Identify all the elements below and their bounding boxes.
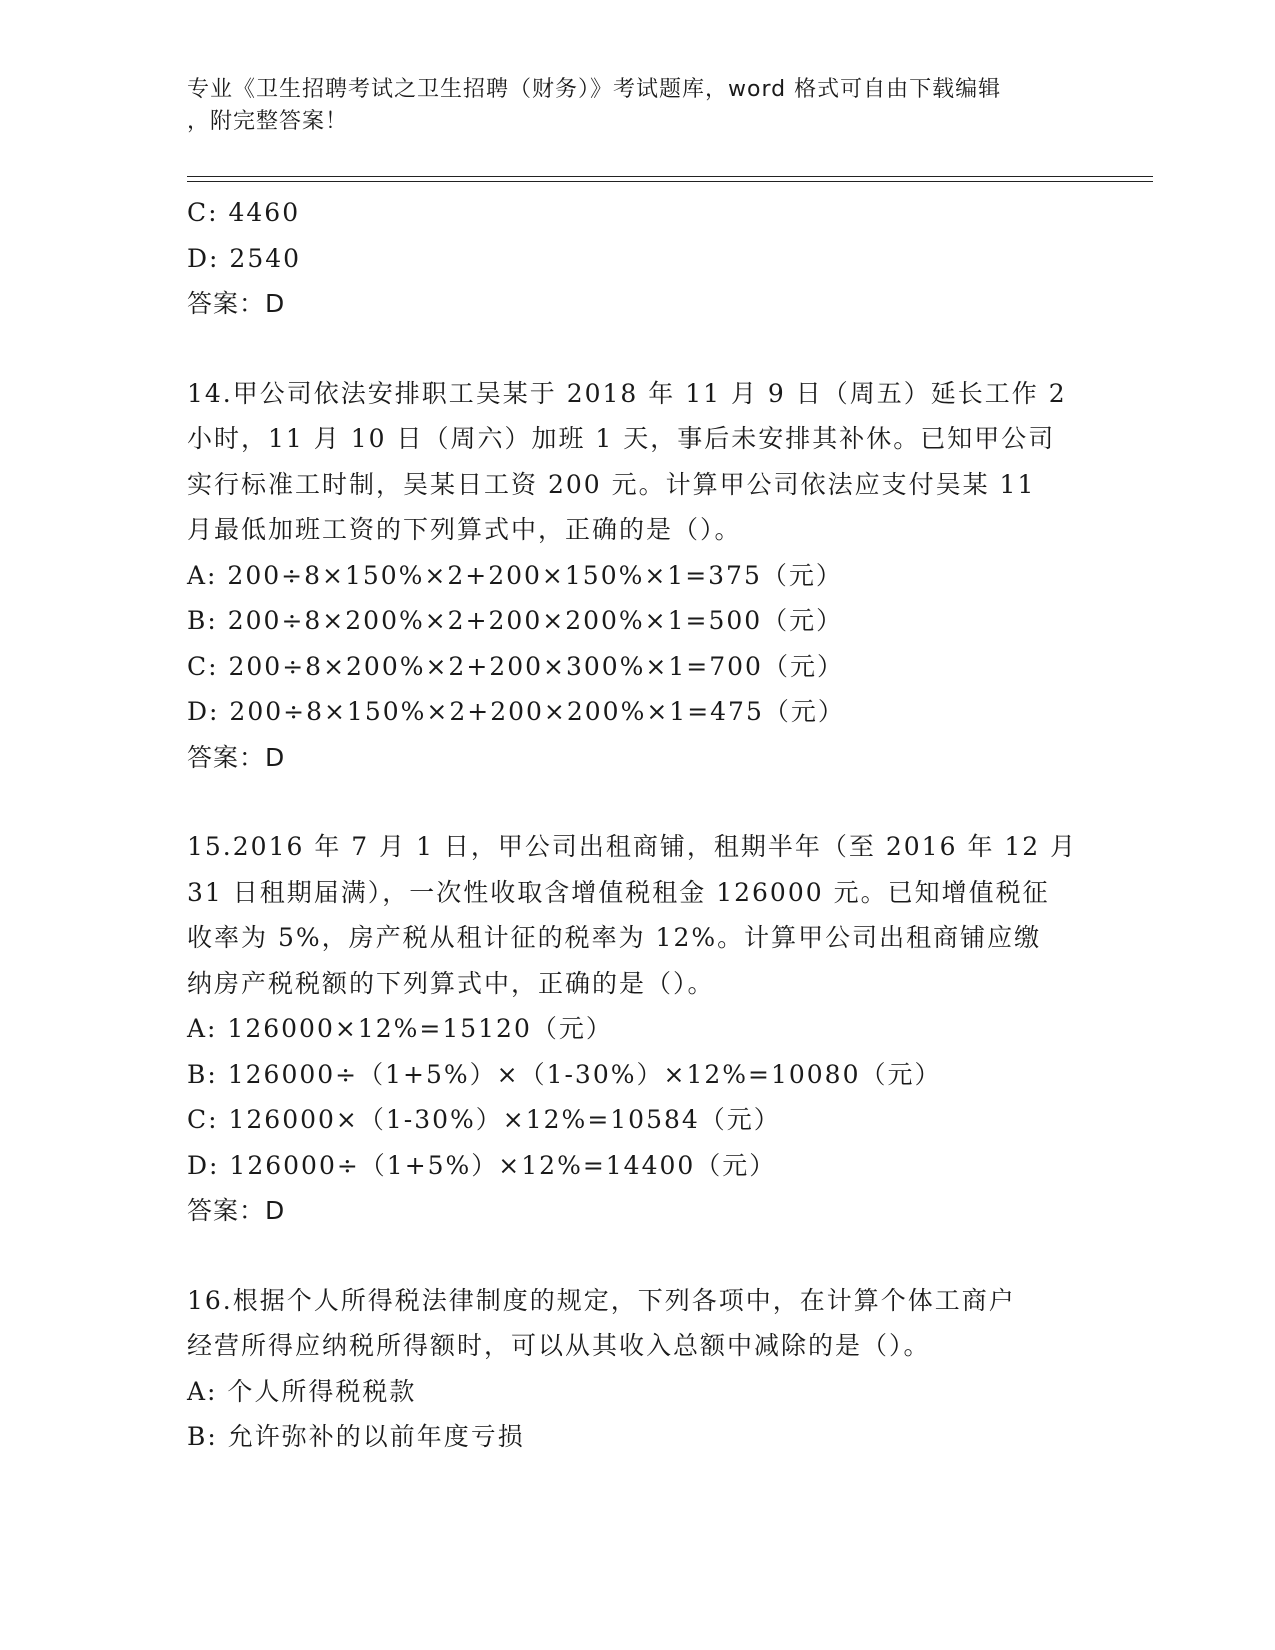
question-stem-line: 小时，11 月 10 日（周六）加班 1 天，事后未安排其补休。已知甲公司 xyxy=(187,424,1056,453)
header-divider-bottom xyxy=(187,181,1153,182)
header-line-1: 专业《卫生招聘考试之卫生招聘（财务）》考试题库，word 格式可自由下载编辑 xyxy=(187,77,1002,102)
option-c: C: 126000×（1-30%）×12%=10584（元） xyxy=(187,1105,781,1134)
question-stem-line: 月最低加班工资的下列算式中，正确的是（）。 xyxy=(187,515,742,544)
question-stem-line: 16.根据个人所得税法律制度的规定，下列各项中，在计算个体工商户 xyxy=(187,1285,1016,1315)
option-a: A: 200÷8×150%×2+200×150%×1=375（元） xyxy=(187,560,843,590)
option-a: A: 126000×12%=15120（元） xyxy=(187,1014,613,1043)
header-line-2: ，附完整答案！ xyxy=(187,109,349,134)
option-d: D: 126000÷（1+5%）×12%=14400（元） xyxy=(187,1150,777,1180)
question-stem-line: 经营所得应纳税所得额时，可以从其收入总额中减除的是（）。 xyxy=(187,1331,931,1360)
question-stem-line: 14.甲公司依法安排职工吴某于 2018 年 11 月 9 日（周五）延长工作 2 xyxy=(187,378,1067,408)
question-15 xyxy=(187,824,1087,1234)
answer: 答案：D xyxy=(187,1196,286,1225)
answer: 答案：D xyxy=(187,289,286,318)
question-content xyxy=(187,190,1087,1460)
option-b: B: 200÷8×200%×2+200×200%×1=500（元） xyxy=(187,606,844,635)
option-c: C: 4460 xyxy=(187,198,301,227)
question-stem-line: 纳房产税税额的下列算式中，正确的是（）。 xyxy=(187,968,715,998)
option-d: D: 200÷8×150%×2+200×200%×1=475（元） xyxy=(187,697,845,726)
header-divider-top xyxy=(187,176,1153,177)
question-14 xyxy=(187,371,1087,781)
option-a: A: 个人所得税税款 xyxy=(187,1376,417,1406)
question-stem-line: 15.2016 年 7 月 1 日，甲公司出租商铺，租期半年（至 2016 年 12 月 xyxy=(187,832,1078,861)
option-d: D: 2540 xyxy=(187,243,302,273)
question-stem-line: 收率为 5%，房产税从租计征的税率为 12%。计算甲公司出租商铺应缴 xyxy=(187,923,1042,952)
option-c: C: 200÷8×200%×2+200×300%×1=700（元） xyxy=(187,651,844,681)
question-13-tail xyxy=(187,190,1087,327)
question-16 xyxy=(187,1278,1087,1460)
question-stem-line: 实行标准工时制，吴某日工资 200 元。计算甲公司依法应支付吴某 11 xyxy=(187,469,1036,499)
answer: 答案：D xyxy=(187,742,286,772)
page-header xyxy=(187,74,1087,138)
option-b: B: 126000÷（1+5%）×（1-30%）×12%=10080（元） xyxy=(187,1059,942,1089)
question-stem-line: 31 日租期届满），一次性收取含增值税租金 126000 元。已知增值税征 xyxy=(187,877,1050,907)
option-b: B: 允许弥补的以前年度亏损 xyxy=(187,1422,525,1451)
